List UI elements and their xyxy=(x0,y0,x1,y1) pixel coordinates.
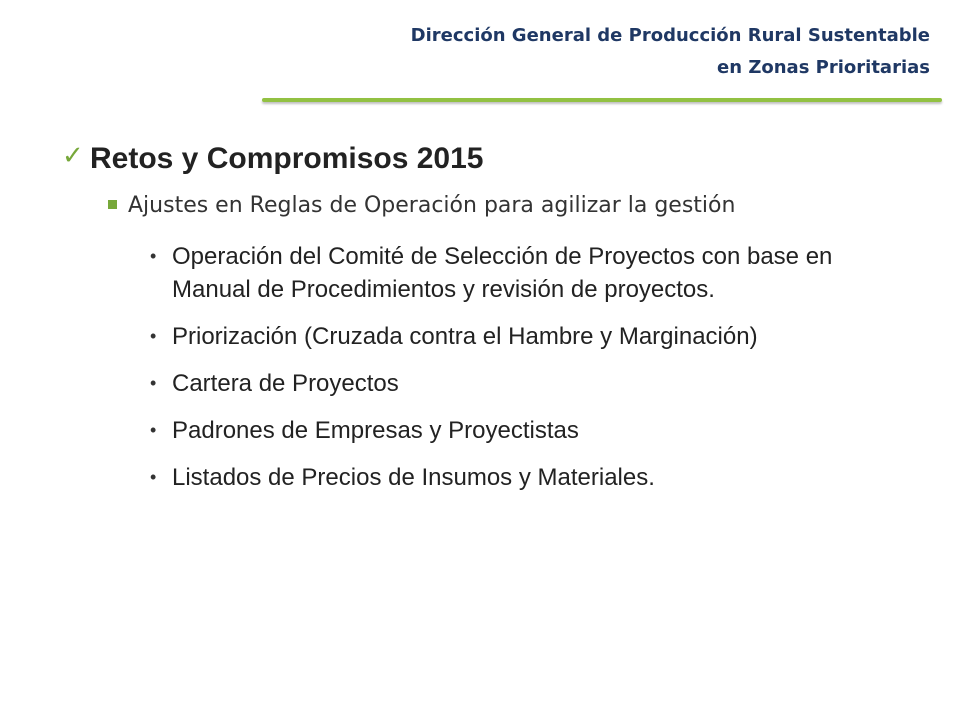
bullet-icon: • xyxy=(150,326,157,346)
subpoint-text: Ajustes en Reglas de Operación para agilizar la gestión xyxy=(128,193,736,218)
list-item xyxy=(150,461,912,494)
section-heading xyxy=(62,135,922,185)
list-item xyxy=(150,414,912,447)
list-item xyxy=(150,320,912,353)
subpoint xyxy=(108,187,922,224)
list-item xyxy=(150,367,912,400)
square-bullet-icon xyxy=(108,200,117,209)
bullet-icon: • xyxy=(150,420,157,440)
slide-header xyxy=(230,20,930,84)
list-item-text: Operación del Comité de Selección de Proyectos con base en Manual de Procedimientos y revisión de proyectos. xyxy=(172,243,833,303)
item-list xyxy=(150,240,922,494)
bullet-icon: • xyxy=(150,373,157,393)
header-line-2: en Zonas Prioritarias xyxy=(717,57,930,78)
section-title: Retos y Compromisos 2015 xyxy=(90,142,484,175)
slide-content xyxy=(62,135,922,508)
list-item-text: Priorización (Cruzada contra el Hambre y Marginación) xyxy=(172,323,758,350)
header-divider xyxy=(262,98,942,102)
list-item-text: Padrones de Empresas y Proyectistas xyxy=(172,417,579,444)
checkmark-icon: ✓ xyxy=(62,141,84,171)
list-item xyxy=(150,240,912,306)
list-item-text: Cartera de Proyectos xyxy=(172,370,399,397)
bullet-icon: • xyxy=(150,246,157,266)
header-line-1: Dirección General de Producción Rural Sustentable xyxy=(410,25,930,46)
bullet-icon: • xyxy=(150,467,157,487)
list-item-text: Listados de Precios de Insumos y Materiales. xyxy=(172,464,655,491)
